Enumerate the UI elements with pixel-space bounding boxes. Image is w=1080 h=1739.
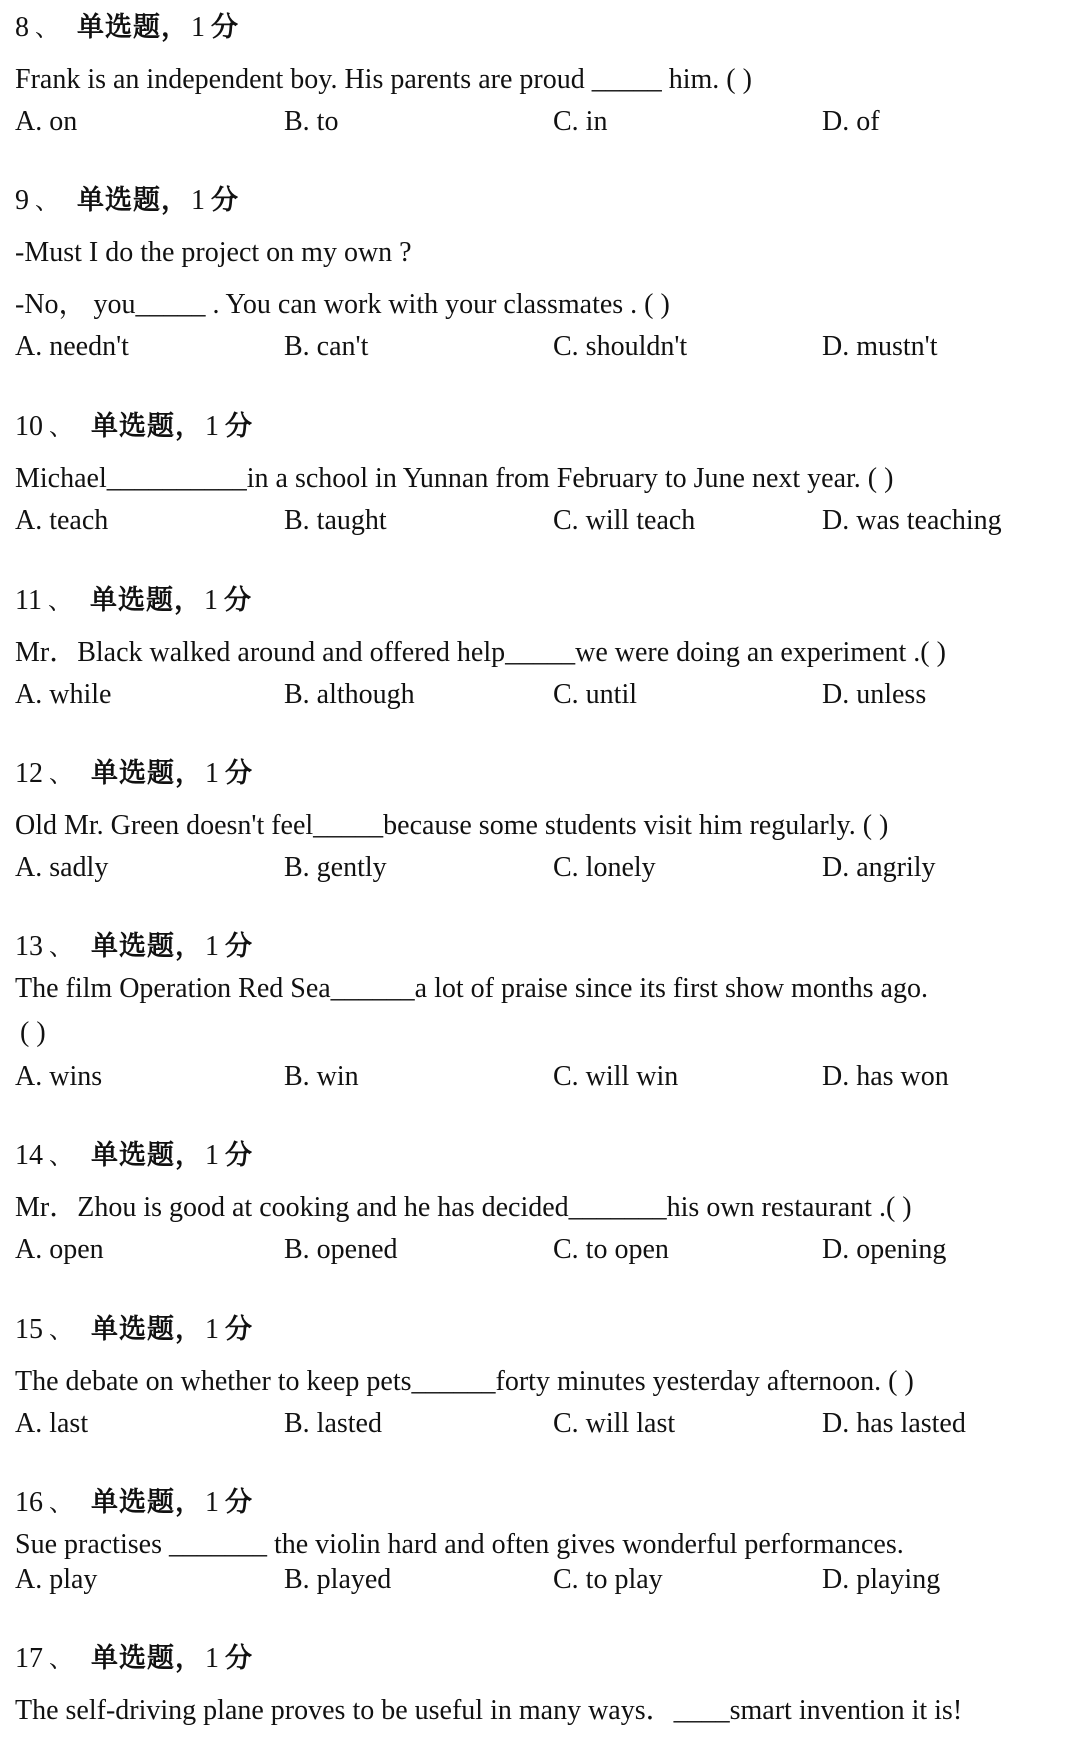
option-c[interactable]: C. will win bbox=[553, 1061, 679, 1092]
option-a[interactable]: A. play bbox=[15, 1564, 98, 1595]
question-separator: 、 bbox=[35, 14, 59, 42]
question-stem: The self-driving plane proves to be useful in many ways．____smart invention it is! bbox=[15, 1695, 963, 1726]
option-a[interactable]: A. on bbox=[15, 106, 78, 137]
option-b[interactable]: B. can't bbox=[284, 331, 369, 362]
question-score-unit: 分 bbox=[225, 1140, 252, 1171]
option-row bbox=[0, 501, 1080, 541]
question-number: 16 bbox=[15, 1487, 43, 1518]
question-header bbox=[15, 754, 252, 794]
question-header bbox=[15, 927, 252, 967]
question-separator: 、 bbox=[35, 187, 59, 215]
question-type: 单选题， bbox=[91, 1314, 203, 1345]
option-a[interactable]: A. needn't bbox=[15, 331, 129, 362]
question-score: 1 bbox=[205, 758, 219, 789]
option-row bbox=[0, 1057, 1080, 1097]
question-header bbox=[15, 1310, 252, 1350]
option-b[interactable]: B. lasted bbox=[284, 1408, 382, 1439]
option-c[interactable]: C. will last bbox=[553, 1408, 676, 1439]
question-header bbox=[15, 181, 238, 221]
question-type: 单选题， bbox=[91, 1643, 203, 1674]
option-row bbox=[0, 675, 1080, 715]
question-header bbox=[15, 581, 251, 621]
question-separator: 、 bbox=[49, 1489, 73, 1517]
option-a[interactable]: A. open bbox=[15, 1234, 104, 1265]
option-d[interactable]: D. has won bbox=[822, 1061, 949, 1092]
question-number: 14 bbox=[15, 1140, 43, 1171]
option-a[interactable]: A. sadly bbox=[15, 852, 109, 883]
question-score-unit: 分 bbox=[225, 411, 252, 442]
option-row bbox=[0, 1404, 1080, 1444]
question-score: 1 bbox=[205, 1487, 219, 1518]
question-stem: The film Operation Red Sea______a lot of praise since its first show months ago. bbox=[15, 973, 928, 1004]
question-score: 1 bbox=[203, 585, 218, 616]
question-header bbox=[15, 8, 238, 48]
option-c[interactable]: C. shouldn't bbox=[553, 331, 688, 362]
question-stem: -Must I do the project on my own ? bbox=[15, 237, 412, 268]
question-number: 11 bbox=[15, 585, 42, 616]
option-b[interactable]: B. gently bbox=[284, 852, 387, 883]
option-row bbox=[0, 102, 1080, 142]
question-score-unit: 分 bbox=[225, 1487, 252, 1518]
option-c[interactable]: C. to play bbox=[553, 1564, 663, 1595]
option-a[interactable]: A. teach bbox=[15, 505, 109, 536]
option-c[interactable]: C. to open bbox=[553, 1234, 669, 1265]
question-type: 单选题， bbox=[91, 411, 203, 442]
option-row bbox=[0, 1230, 1080, 1270]
option-d[interactable]: D. playing bbox=[822, 1564, 941, 1595]
question-stem: Michael__________in a school in Yunnan from February to June next year. ( ) bbox=[15, 463, 894, 494]
question-number: 9 bbox=[15, 185, 29, 216]
question-stem: The debate on whether to keep pets______forty minutes yesterday afternoon. ( ) bbox=[15, 1366, 914, 1397]
option-d[interactable]: D. angrily bbox=[822, 852, 936, 883]
option-d[interactable]: D. unless bbox=[822, 679, 927, 710]
question-score-unit: 分 bbox=[211, 185, 238, 216]
question-number: 10 bbox=[15, 411, 43, 442]
question-score: 1 bbox=[205, 1314, 219, 1345]
question-score: 1 bbox=[205, 1140, 219, 1171]
question-stem: -No， you_____ . You can work with your classmates . ( ) bbox=[15, 289, 670, 320]
question-score-unit: 分 bbox=[225, 931, 252, 962]
option-a[interactable]: A. last bbox=[15, 1408, 89, 1439]
option-d[interactable]: D. mustn't bbox=[822, 331, 938, 362]
question-number: 13 bbox=[15, 931, 43, 962]
question-type: 单选题， bbox=[91, 931, 203, 962]
question-number: 17 bbox=[15, 1643, 43, 1674]
option-row bbox=[0, 327, 1080, 367]
question-separator: 、 bbox=[47, 587, 72, 615]
question-type: 单选题， bbox=[77, 185, 189, 216]
question-separator: 、 bbox=[49, 1316, 73, 1344]
question-stem: Sue practises _______ the violin hard and often gives wonderful performances. bbox=[15, 1529, 904, 1560]
question-score: 1 bbox=[191, 185, 205, 216]
option-b[interactable]: B. although bbox=[284, 679, 415, 710]
option-b[interactable]: B. opened bbox=[284, 1234, 398, 1265]
question-score-unit: 分 bbox=[225, 1643, 252, 1674]
option-d[interactable]: D. opening bbox=[822, 1234, 947, 1265]
question-type: 单选题， bbox=[91, 1140, 203, 1171]
option-b[interactable]: B. win bbox=[284, 1061, 359, 1092]
question-header bbox=[15, 407, 252, 447]
option-a[interactable]: A. wins bbox=[15, 1061, 103, 1092]
question-score-unit: 分 bbox=[211, 12, 238, 43]
option-c[interactable]: C. lonely bbox=[553, 852, 656, 883]
option-b[interactable]: B. to bbox=[284, 106, 339, 137]
option-d[interactable]: D. has lasted bbox=[822, 1408, 966, 1439]
option-row bbox=[0, 1560, 1080, 1600]
question-type: 单选题， bbox=[91, 1487, 203, 1518]
question-number: 12 bbox=[15, 758, 43, 789]
question-score-unit: 分 bbox=[223, 585, 251, 616]
question-separator: 、 bbox=[49, 933, 73, 961]
option-c[interactable]: C. will teach bbox=[553, 505, 696, 536]
question-type: 单选题， bbox=[91, 758, 203, 789]
question-score: 1 bbox=[205, 931, 219, 962]
question-type: 单选题， bbox=[77, 12, 189, 43]
question-score: 1 bbox=[191, 12, 205, 43]
question-header bbox=[15, 1136, 252, 1176]
question-separator: 、 bbox=[49, 1645, 73, 1673]
question-stem: Frank is an independent boy. His parents are proud _____ him. ( ) bbox=[15, 64, 752, 95]
option-c[interactable]: C. until bbox=[553, 679, 638, 710]
question-stem: Mr．Black walked around and offered help_____we were doing an experiment .( ) bbox=[15, 637, 946, 668]
question-score-unit: 分 bbox=[225, 1314, 252, 1345]
option-b[interactable]: B. taught bbox=[284, 505, 387, 536]
option-d[interactable]: D. was teaching bbox=[822, 505, 1002, 536]
option-row bbox=[0, 848, 1080, 888]
question-score: 1 bbox=[205, 1643, 219, 1674]
option-a[interactable]: A. while bbox=[15, 679, 112, 710]
question-header bbox=[15, 1639, 252, 1679]
question-separator: 、 bbox=[49, 760, 73, 788]
question-separator: 、 bbox=[49, 1142, 73, 1170]
question-type: 单选题， bbox=[89, 585, 202, 616]
option-b[interactable]: B. played bbox=[284, 1564, 392, 1595]
answer-bracket: ( ) bbox=[20, 1017, 46, 1048]
option-c[interactable]: C. in bbox=[553, 106, 608, 137]
question-score-unit: 分 bbox=[225, 758, 252, 789]
question-stem: Old Mr. Green doesn't feel_____because some students visit him regularly. ( ) bbox=[15, 810, 889, 841]
question-separator: 、 bbox=[49, 413, 73, 441]
question-stem: Mr．Zhou is good at cooking and he has decided_______his own restaurant .( ) bbox=[15, 1192, 912, 1223]
question-number: 8 bbox=[15, 12, 29, 43]
option-d[interactable]: D. of bbox=[822, 106, 880, 137]
question-number: 15 bbox=[15, 1314, 43, 1345]
question-score: 1 bbox=[205, 411, 219, 442]
question-header bbox=[15, 1483, 252, 1523]
